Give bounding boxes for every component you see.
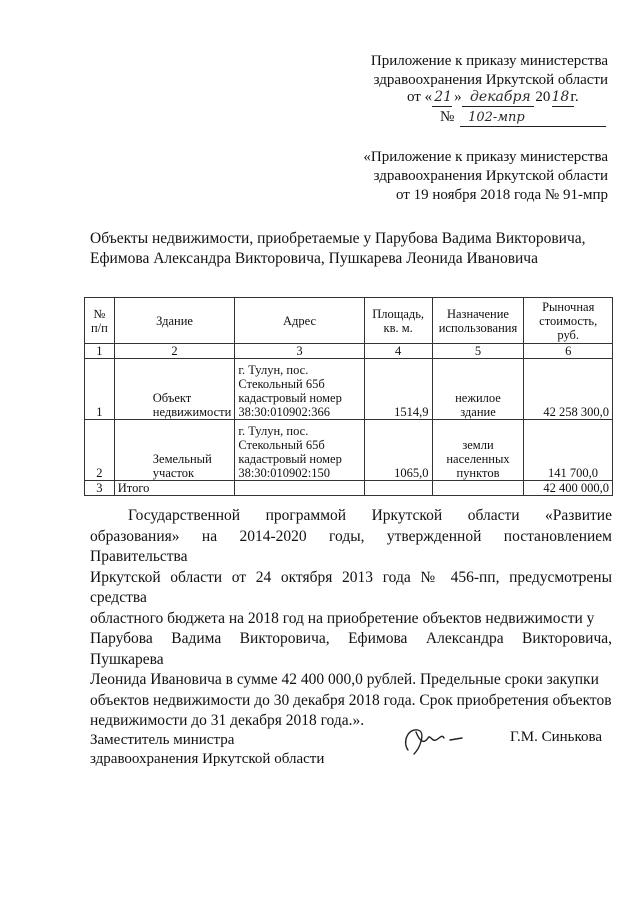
row-address (235, 359, 364, 420)
header-building: Здание (114, 298, 235, 344)
paragraph-line1 (90, 506, 612, 527)
signatory-name: Г.М. Синькова (510, 729, 603, 745)
number-underline (460, 126, 606, 127)
date-mid: » (454, 89, 462, 105)
row-building (114, 420, 235, 481)
row-building-line2: участок (152, 466, 195, 480)
original-order-line1: «Приложение к приказу министерства (363, 149, 608, 165)
date-day-underline (432, 106, 452, 107)
row-price: 42 258 300,0 (524, 359, 613, 420)
table-header-row (85, 298, 613, 344)
funding-paragraph (90, 506, 612, 732)
paragraph-line: Иркутской области от 24 октября 2013 года № 456-пп, предусмотрены средства (90, 568, 612, 606)
number-handwritten: 102-мпр (468, 110, 525, 125)
header-num (85, 298, 115, 344)
paragraph-word: Иркутской (371, 507, 443, 524)
document-title-line2: Ефимова Александра Викторовича, Пушкарева Леонида Ивановича (90, 250, 538, 267)
col-number: 6 (524, 344, 613, 359)
row-address-line3: кадастровый номер (238, 391, 342, 405)
paragraph-word: области (467, 507, 520, 524)
header-purpose-line2: использования (438, 320, 518, 335)
date-day-handwritten: 21 (434, 89, 453, 105)
total-row (85, 481, 613, 496)
appendix-header-line1: Приложение к приказу министерства (370, 53, 608, 69)
row-purpose-line2: здание (460, 405, 496, 419)
document-title (90, 229, 620, 269)
number-prefix: № (440, 109, 455, 125)
row-purpose-line3: пунктов (456, 466, 500, 480)
total-label: Итого (114, 481, 235, 496)
header-price (524, 298, 613, 344)
row-building-line2: недвижимости (152, 405, 232, 419)
row-building-line1: Земельный (152, 452, 212, 466)
header-price-line2: стоимость, (539, 313, 598, 328)
col-number: 2 (114, 344, 235, 359)
row-address (235, 420, 364, 481)
row-address-line1: г. Тулун, пос. (238, 424, 309, 438)
paragraph-line: образования» на 2014-2020 годы, утвержденной постановлением Правительства (90, 527, 612, 565)
paragraph-line: Парубова Вадима Викторовича, Ефимова Александра Викторовича, Пушкарева (90, 630, 612, 668)
col-number: 5 (432, 344, 524, 359)
date-year-underline (552, 106, 574, 107)
appendix-header (288, 52, 608, 90)
row-num: 1 (85, 359, 115, 420)
row-price: 141 700,0 (524, 420, 613, 481)
paragraph-line: областного бюджета на 2018 год на приобретение объектов недвижимости у (90, 609, 595, 627)
date-month-handwritten: декабря (470, 89, 531, 105)
date-month-underline (462, 106, 534, 107)
appendix-header-line2: здравоохранения Иркутской области (373, 72, 608, 88)
header-purpose-line1: Назначение (446, 306, 509, 321)
row-building (114, 359, 235, 420)
signatory-position-line1: Заместитель министра (90, 732, 235, 748)
row-purpose (432, 420, 524, 481)
row-area: 1514,9 (364, 359, 432, 420)
row-address-line2: Стекольный 65б (238, 438, 325, 452)
header-num-line1: № (93, 306, 106, 321)
row-purpose (432, 359, 524, 420)
header-price-line3: руб. (557, 327, 580, 342)
paragraph-line: Леонида Ивановича в сумме 42 400 000,0 рублей. Предельные сроки закупки (90, 671, 599, 688)
paragraph-word: Государственной (128, 507, 241, 524)
date-suffix: г. (570, 89, 579, 105)
paragraph-word: «Развитие (545, 507, 612, 524)
paragraph-line: недвижимости до 31 декабря 2018 года.». (90, 712, 365, 729)
total-empty (235, 481, 364, 496)
handwritten-signature (398, 720, 478, 762)
row-purpose-line1: нежилое (455, 391, 501, 405)
date-year-prefix: 20 (535, 89, 551, 105)
paragraph-word: программой (265, 507, 347, 524)
date-year-handwritten: 18 (551, 89, 570, 105)
header-area (364, 298, 432, 344)
header-purpose (432, 298, 524, 344)
row-address-line1: г. Тулун, пос. (238, 363, 309, 377)
col-number: 4 (364, 344, 432, 359)
row-address-line2: Стекольный 65б (238, 377, 325, 391)
original-order-line3: от 19 ноября 2018 года № 91-мпр (396, 187, 608, 203)
row-address-line4: 38:30:010902:150 (238, 466, 330, 480)
total-empty (364, 481, 432, 496)
total-num: 3 (85, 481, 115, 496)
signatory-position-line2: здравоохранения Иркутской области (90, 751, 325, 767)
signatory-position (90, 731, 370, 769)
table-row (85, 420, 613, 481)
row-area: 1065,0 (364, 420, 432, 481)
table-row (85, 359, 613, 420)
row-address-line3: кадастровый номер (238, 452, 342, 466)
header-area-line2: кв. м. (383, 320, 413, 335)
header-price-line1: Рыночная (542, 299, 595, 314)
row-num: 2 (85, 420, 115, 481)
document-title-line1: Объекты недвижимости, приобретаемые у Парубова Вадима Викторовича, (90, 230, 586, 247)
total-price: 42 400 000,0 (524, 481, 613, 496)
header-num-line2: п/п (90, 320, 108, 335)
header-area-line1: Площадь, (372, 306, 425, 321)
col-number: 1 (85, 344, 115, 359)
row-building-line1: Объект (152, 391, 192, 405)
original-order-line2: здравоохранения Иркутской области (373, 168, 608, 184)
row-purpose-line2: населенных (446, 452, 510, 466)
column-number-row (85, 344, 613, 359)
date-prefix: от « (407, 89, 433, 105)
total-empty (432, 481, 524, 496)
original-order-reference (288, 148, 608, 205)
property-table (84, 297, 613, 496)
header-address: Адрес (235, 298, 364, 344)
row-address-line4: 38:30:010902:366 (238, 405, 330, 419)
col-number: 3 (235, 344, 364, 359)
row-purpose-line1: земли (462, 438, 494, 452)
paragraph-line: объектов недвижимости до 30 декабря 2018 года. Срок приобретения объектов (90, 691, 612, 709)
